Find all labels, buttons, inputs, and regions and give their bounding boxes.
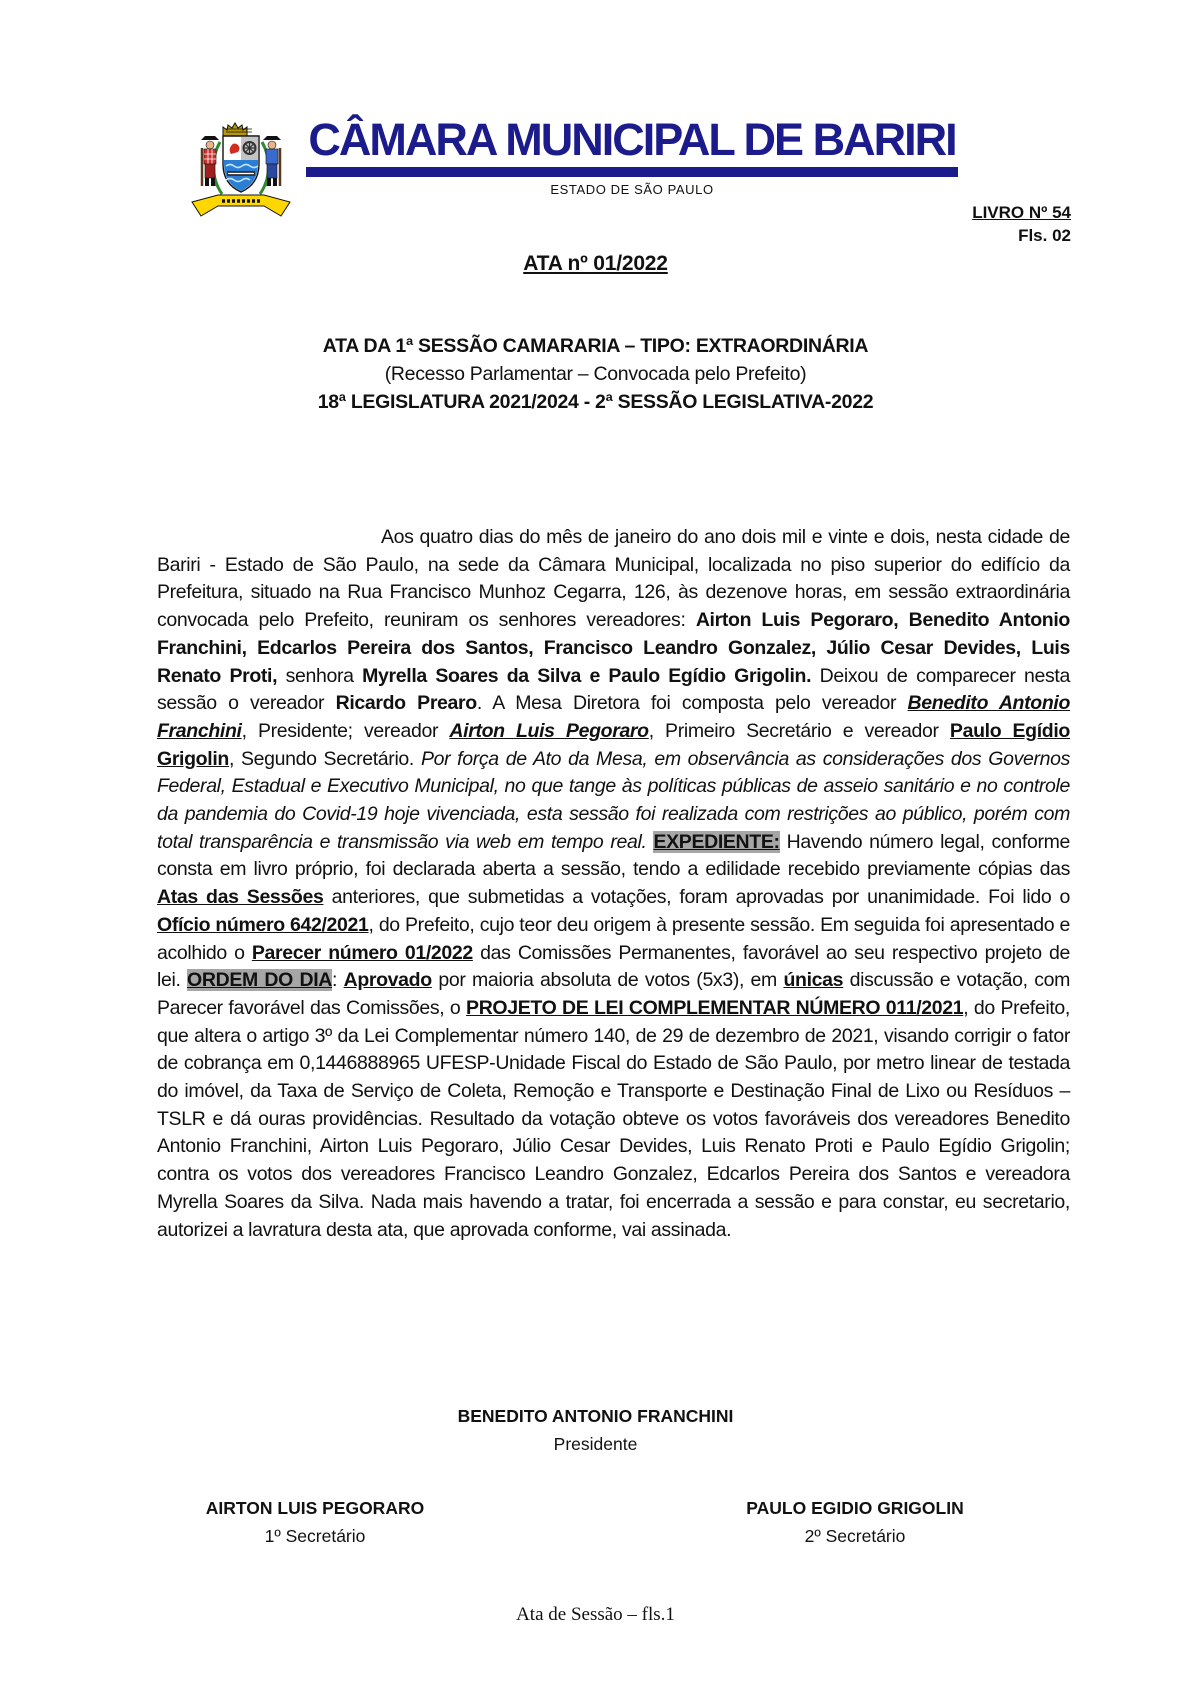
body-run: ORDEM DO DIA bbox=[187, 969, 332, 992]
masthead bbox=[306, 116, 958, 197]
page-footer: Ata de Sessão – fls.1 bbox=[516, 1604, 675, 1625]
body-run: Paulo Egídio Grigolin bbox=[157, 719, 1070, 770]
body-run: , Segundo Secretário. bbox=[228, 747, 421, 770]
body-run: Ricardo Prearo bbox=[335, 692, 477, 715]
body-run: PROJETO DE LEI COMPLEMENTAR NÚMERO 011/2021 bbox=[466, 996, 964, 1019]
second-secretary-role: 2º Secretário bbox=[804, 1526, 906, 1546]
body-run: das Comissões Permanentes, favorável ao seu respectivo projeto de lei. bbox=[157, 941, 1070, 992]
president-name: BENEDITO ANTONIO FRANCHINI bbox=[457, 1406, 734, 1426]
first-secretary-name: AIRTON LUIS PEGORARO bbox=[205, 1498, 425, 1518]
body-run: Aos quatro dias do mês de janeiro do ano dois mil e vinte e dois, nesta cidade de Bariri - Estado de São Paulo, na sede da Câmara Municipal, localizada no piso superior do edifício da Prefeitura, situado na Rua Francisco Munhoz Cegarra, 126, às dezenove horas, em sessão extraordinária convocada pelo Prefeito, reuniram os senhores vereadores: bbox=[157, 526, 1070, 632]
body-run: , do Prefeito, cujo teor deu origem à presente sessão. Em seguida foi apresentado e acolhido o bbox=[157, 913, 1070, 964]
body-run: , Primeiro Secretário e vereador bbox=[648, 719, 950, 742]
body-run: Airton Luis Pegoraro, Benedito Antonio Franchini, Edcarlos Pereira dos Santos, Francisco Leandro Gonzalez, Júlio Cesar Devides, Luis Renato Proti, bbox=[157, 609, 1070, 687]
body-run: Deixou de comparecer nesta sessão o vereador bbox=[157, 664, 1070, 715]
body-run: Por força de Ato da Mesa, em observância as considerações dos Governos Federal, Estadual e Executivo Municipal, no que tange às políticas públicas de asseio sanitário e no controle da pandemia do Covid-19 hoje vivenciada, esta sessão foi realizada com restrições ao público, porém com total transparência e transmissão via web em tempo real. bbox=[157, 747, 1070, 853]
body-run: , Presidente; vereador bbox=[241, 719, 450, 742]
body-run: anteriores, que submetidas a votações, foram aprovadas por unanimidade. Foi lido o bbox=[323, 886, 1071, 909]
body-paragraph bbox=[157, 524, 1070, 1244]
body-run: : bbox=[332, 969, 344, 992]
body-run: Havendo número legal, conforme consta em livro próprio, foi declarada aberta a sessão, tendo a edilidade recebido previamente cópias das bbox=[157, 830, 1070, 881]
document-title: ATA nº 01/2022 bbox=[523, 252, 668, 275]
signature-first-secretary bbox=[150, 1494, 480, 1550]
body-run: Atas das Sessões bbox=[157, 886, 324, 909]
body-run: , do Prefeito, que altera o artigo 3º da Lei Complementar número 140, de 29 de dezembro de 2021, visando corrigir o fator de cobrança em 0,1446888965 UFESP-Unidade Fiscal do Estado de São Paulo, por metro linear de testada do imóvel, da Taxa de Serviço de Coleta, Remoção e Transporte e Destinação Final de Lixo ou Resíduos – TSLR e dá ouras providências. Resultado da votação obteve os votos favoráveis dos vereadores Benedito Antonio Franchini, Airton Luis Pegoraro, Júlio Cesar Devides, Luis Renato Proti e Paulo Egídio Grigolin; contra os votos dos vereadores Francisco Leandro Gonzalez, Edcarlos Pereira dos Santos e vereadora Myrella Soares da Silva. Nada mais havendo a tratar, foi encerrada a sessão e para constar, eu secretario, autorizei a lavratura desta ata, que aprovada conforme, vai assinada. bbox=[157, 996, 1070, 1241]
body-run: Aprovado bbox=[343, 969, 432, 992]
book-number: LIVRO Nº 54 bbox=[972, 203, 1071, 222]
org-name: CÂMARA MUNICIPAL DE BARIRI bbox=[308, 114, 956, 165]
session-subtitle bbox=[0, 332, 1191, 416]
session-note-line: (Recesso Parlamentar – Convocada pelo Prefeito) bbox=[384, 363, 807, 385]
body-run: únicas bbox=[783, 969, 844, 992]
president-role: Presidente bbox=[553, 1434, 638, 1454]
second-secretary-name: PAULO EGIDIO GRIGOLIN bbox=[746, 1498, 964, 1518]
body-run: senhora bbox=[277, 664, 363, 687]
sheet-number: Fls. 02 bbox=[1018, 226, 1071, 245]
coat-of-arms-icon bbox=[180, 106, 302, 228]
body-run: Benedito Antonio Franchini bbox=[157, 692, 1071, 742]
body-run: discussão e votação, com Parecer favorável das Comissões, o bbox=[157, 969, 1070, 1019]
signature-president bbox=[0, 1402, 1191, 1458]
body-run: Parecer número 01/2022 bbox=[251, 941, 473, 964]
session-type-line: ATA DA 1ª SESSÃO CAMARARIA – TIPO: EXTRAORDINÁRIA bbox=[322, 335, 869, 357]
body-run: . A Mesa Diretora foi composta pelo vereador bbox=[476, 692, 908, 715]
body-run: Airton Luis Pegoraro bbox=[449, 719, 649, 742]
first-secretary-role: 1º Secretário bbox=[264, 1526, 366, 1546]
signature-second-secretary bbox=[690, 1494, 1020, 1550]
body-run: EXPEDIENTE: bbox=[653, 830, 780, 853]
org-subtitle: ESTADO DE SÃO PAULO bbox=[550, 182, 714, 197]
body-run: Ofício número 642/2021 bbox=[157, 913, 369, 936]
masthead-rule bbox=[306, 167, 958, 177]
body-run: Myrella Soares da Silva e Paulo Egídio Grigolin. bbox=[362, 664, 812, 687]
legislature-line: 18ª LEGISLATURA 2021/2024 - 2ª SESSÃO LEGISLATIVA-2022 bbox=[317, 391, 874, 413]
body-run: por maioria absoluta de votos (5x3), em bbox=[431, 969, 784, 992]
book-reference bbox=[972, 201, 1071, 247]
